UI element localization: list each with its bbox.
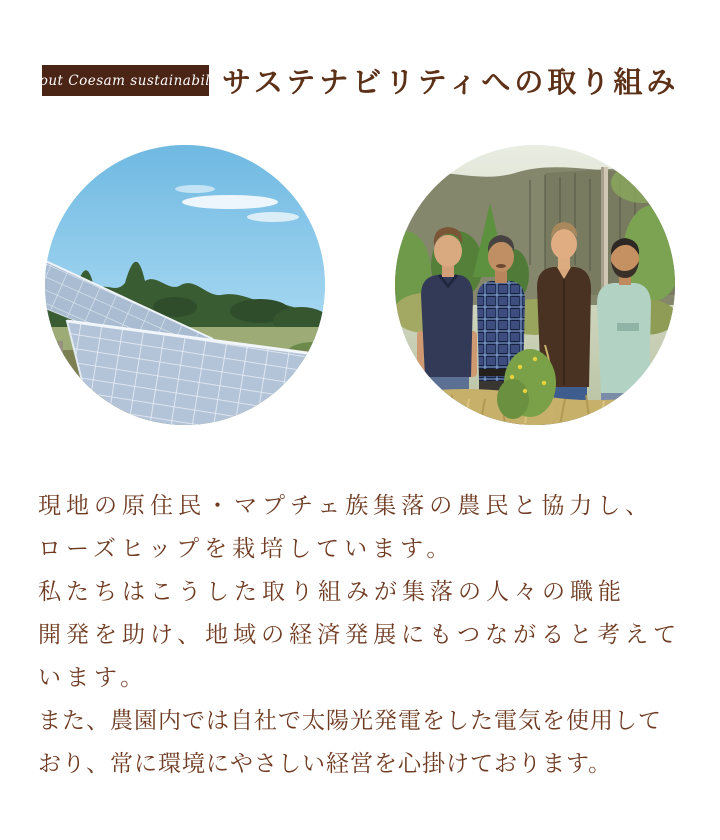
body-text xyxy=(38,484,693,785)
farmers-group-photo xyxy=(395,145,675,425)
body-text-line: 私たちはこうした取り組みが集落の人々の職能 xyxy=(38,578,626,604)
photos-row xyxy=(45,145,675,425)
page-title: サステナビリティへの取り組み xyxy=(222,67,680,99)
badge-label: about Coesam sustainability xyxy=(22,72,229,89)
section-badge xyxy=(22,65,229,96)
body-text-line: 現地の原住民・マプチェ族集落の農民と協力し、 xyxy=(38,492,654,518)
body-text-line: います。 xyxy=(38,664,149,690)
body-text-line: おり、常に環境にやさしい経営を心掛けております。 xyxy=(38,750,613,776)
body-text-line: 開発を助け、地域の経済発展にもつながると考えて xyxy=(38,621,682,647)
solar-panels-illustration xyxy=(45,145,325,425)
body-text-line: ローズヒップを栽培しています。 xyxy=(38,535,455,561)
paragraph-3 xyxy=(38,699,693,785)
paragraph-2 xyxy=(38,570,693,699)
section-header xyxy=(22,60,692,101)
body-text-line: また、農園内では自社で太陽光発電をした電気を使用して xyxy=(38,707,662,733)
farmers-illustration xyxy=(395,145,675,425)
solar-panels-photo xyxy=(45,145,325,425)
paragraph-1 xyxy=(38,484,693,570)
